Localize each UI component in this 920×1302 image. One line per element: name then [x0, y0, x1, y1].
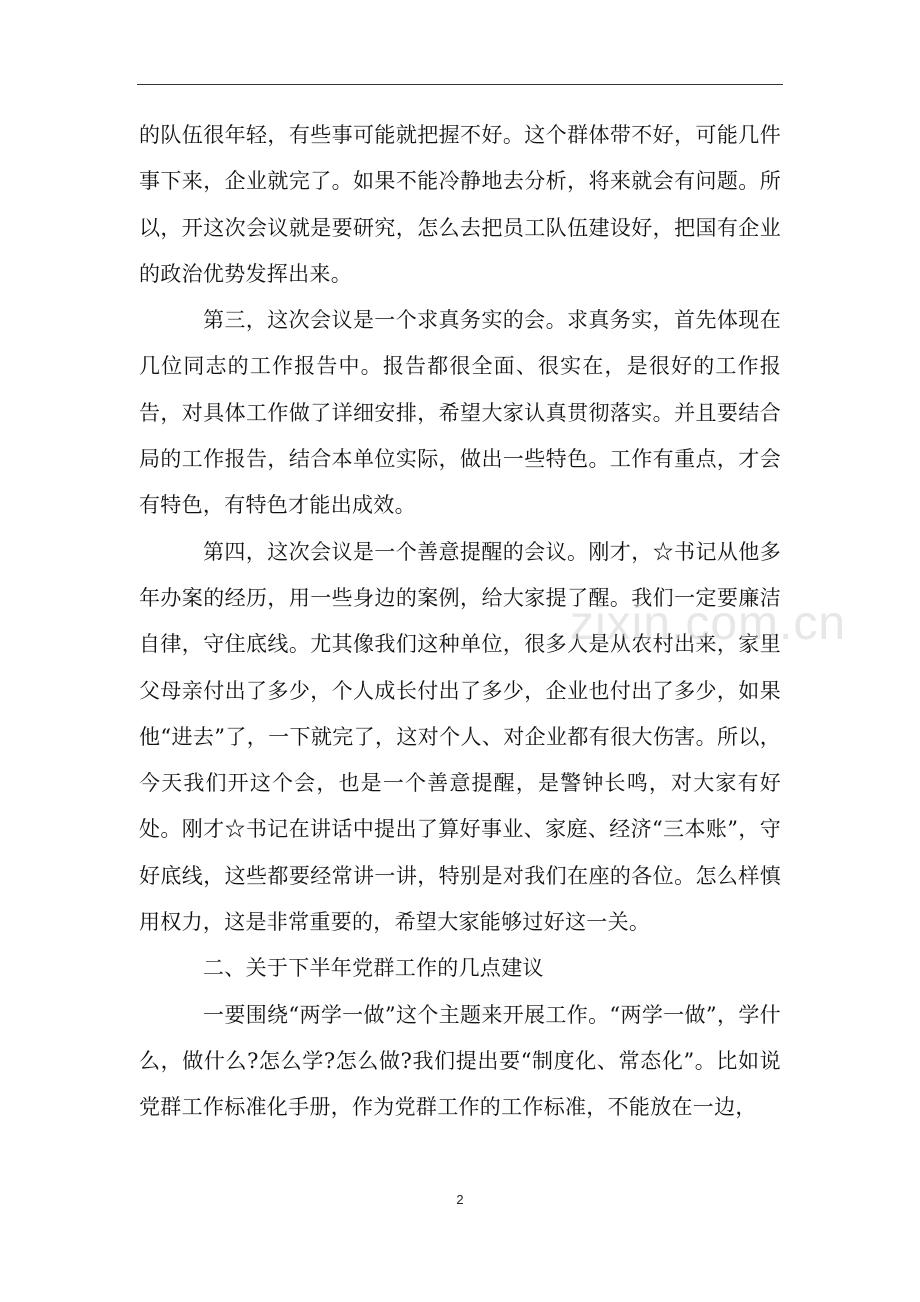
page-number: 2 — [456, 1192, 464, 1207]
section-heading: 二、关于下半年党群工作的几点建议 — [203, 956, 544, 981]
paragraph: 的队伍很年轻，有些事可能就把握不好。这个群体带不好，可能几件事下来，企业就完了。如果不能冷静地去分析，将来就会有问题。所以，开这次会议就是要研究，怎么去把员工队伍建设好，把国有企业的政治优势发挥出来。 — [139, 123, 781, 286]
paragraph: 第四，这次会议是一个善意提醒的会议。刚才，☆书记从他多年办案的经历，用一些身边的案例，给大家提了醒。我们一定要廉洁自律，守住底线。尤其像我们这种单位，很多人是从农村出来，家里父母亲付出了多少，个人成长付出了多少，企业也付出了多少，如果他“进去”了，一下就完了，这对个人、对企业都有很大伤害。所以，今天我们开这个会，也是一个善意提醒，是警钟长鸣，对大家有好处。刚才☆书记在讲话中提出了算好事业、家庭、经济“三本账”，守好底线，这些都要经常讲一讲，特别是对我们在座的各位。怎么样慎用权力，这是非常重要的，希望大家能够过好这一关。 — [139, 539, 781, 935]
paragraph: 第三，这次会议是一个求真务实的会。求真务实，首先体现在几位同志的工作报告中。报告都很全面、很实在，是很好的工作报告，对具体工作做了详细安排，希望大家认真贯彻落实。并且要结合局的工作报告，结合本单位实际，做出一些特色。工作有重点，才会有特色，有特色才能出成效。 — [139, 308, 781, 518]
header-rule — [137, 84, 783, 85]
document-body — [139, 112, 781, 1131]
watermark: zixin.com.cn — [570, 597, 847, 650]
paragraph: 一要围绕“两学一做”这个主题来开展工作。“两学一做”，学什么，做什么?怎么学?怎么做?我们提出要“制度化、常态化”。比如说党群工作标准化手册，作为党群工作的工作标准，不能放在一边， — [139, 1002, 781, 1120]
